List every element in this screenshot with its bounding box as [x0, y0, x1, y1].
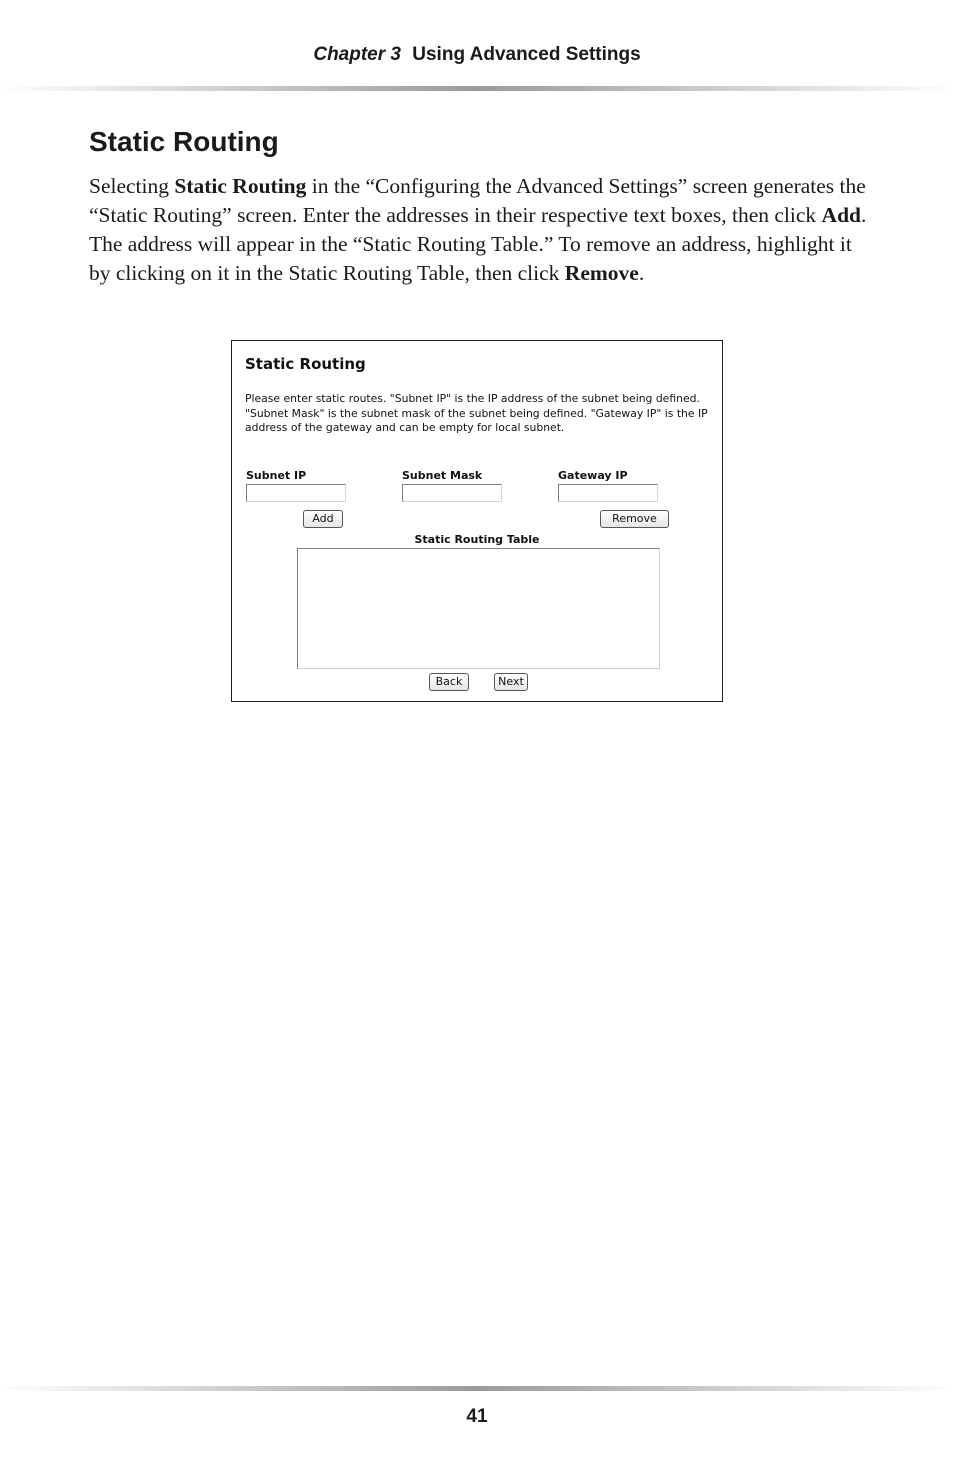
remove-button[interactable]: Remove	[600, 510, 669, 528]
footer-divider	[0, 1386, 954, 1391]
subnet-mask-label: Subnet Mask	[402, 469, 483, 482]
paragraph-emphasis: Remove	[564, 261, 639, 285]
paragraph-text: . The address will appear in the “Static Routing Table.” To remove an address, highlight it by clicking on it in the Static Routing Table, then click	[89, 203, 867, 285]
screen-title: Static Routing	[245, 355, 366, 373]
subnet-ip-input[interactable]	[246, 484, 346, 502]
paragraph-text: Selecting	[89, 174, 175, 198]
next-button[interactable]: Next	[494, 673, 528, 691]
body-paragraph	[89, 172, 869, 288]
back-button[interactable]: Back	[429, 673, 469, 691]
header-divider	[0, 86, 954, 91]
paragraph-text: .	[638, 261, 645, 285]
gateway-ip-label: Gateway IP	[558, 469, 628, 482]
section-title: Static Routing	[89, 126, 279, 157]
chapter-label: Chapter 3	[313, 44, 401, 65]
subnet-ip-label: Subnet IP	[246, 469, 307, 482]
running-header	[0, 44, 954, 66]
static-routing-table-list[interactable]	[297, 548, 660, 669]
paragraph-text: in the “Configuring the Advanced Settings” screen generates the “Static Routing” screen. Enter the addresses in their respective text boxes, then click	[89, 174, 866, 227]
routing-table-label: Static Routing Table	[414, 533, 540, 546]
paragraph-emphasis: Static Routing	[174, 174, 307, 198]
chapter-title: Using Advanced Settings	[412, 44, 641, 65]
page-number: 41	[466, 1406, 488, 1427]
paragraph-emphasis: Add	[821, 203, 861, 227]
add-button[interactable]: Add	[303, 510, 343, 528]
gateway-ip-input[interactable]	[558, 484, 658, 502]
static-routing-screenshot	[231, 340, 723, 702]
subnet-mask-input[interactable]	[402, 484, 502, 502]
screen-description: Please enter static routes. "Subnet IP" is the IP address of the subnet being defined. "Subnet Mask" is the subnet mask of the subnet being defined. "Gateway IP" is the IP address of the gateway and can be empty for local subnet.	[245, 392, 708, 434]
